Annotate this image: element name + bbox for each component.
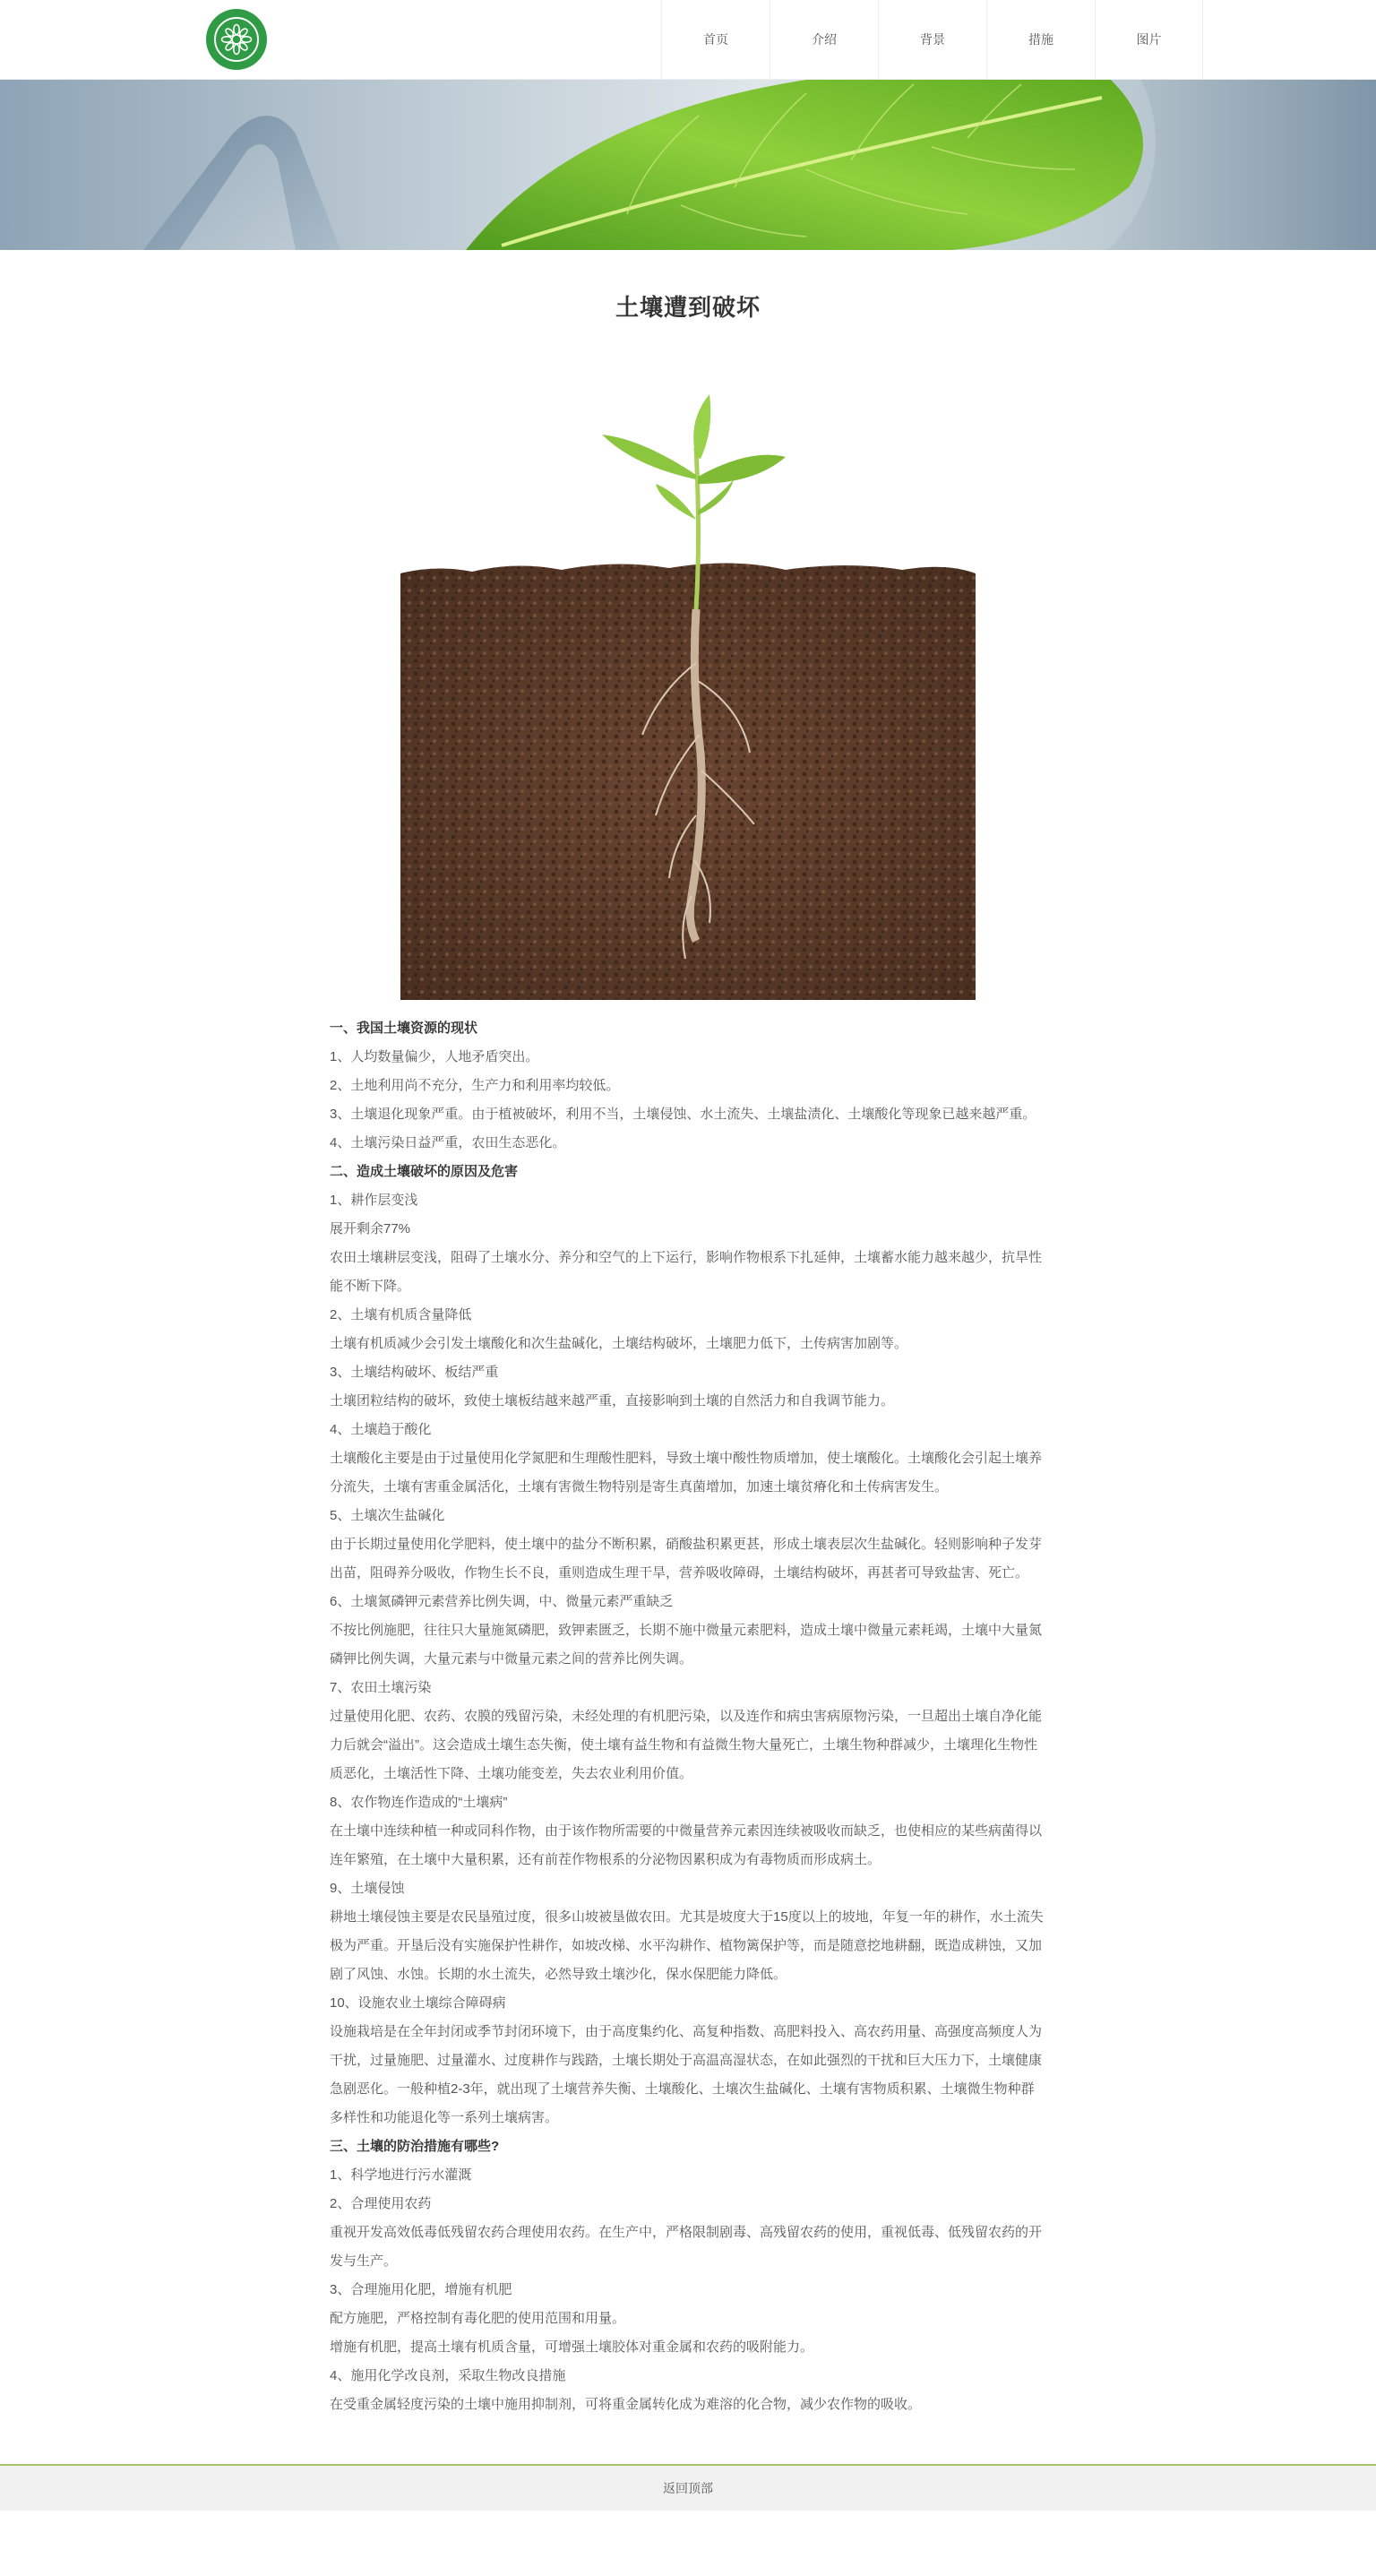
article-paragraph: 10、设施农业土壤综合障碍病	[330, 1995, 506, 2011]
section-heading: 三、土壤的防治措施有哪些?	[330, 2139, 500, 2154]
article-paragraph: 9、土壤侵蚀	[330, 1881, 405, 1896]
article-paragraph: 展开剩余77%	[330, 1221, 411, 1236]
article-paragraph: 7、农田土壤污染	[330, 1680, 432, 1695]
article-paragraph: 重视开发高效低毒低残留农药合理使用农药。在生产中，严格限制剧毒、高残留农药的使用，重视低毒、低残留农药的开发与生产。	[330, 2225, 1043, 2269]
seedling-soil-image	[400, 394, 976, 1000]
article-paragraph: 不按比例施肥，往往只大量施氮磷肥，致钾素匮乏，长期不施中微量元素肥料，造成土壤中微量元素耗竭，土壤中大量氮磷钾比例失调，大量元素与中微量元素之间的营养比例失调。	[330, 1623, 1043, 1667]
page-title: 土壤遭到破坏	[615, 294, 761, 321]
article-paragraph: 1、科学地进行污水灌溉	[330, 2167, 472, 2183]
article-paragraph: 土壤有机质减少会引发土壤酸化和次生盐碱化，土壤结构破坏，土壤肥力低下，土传病害加剧等。	[330, 1336, 908, 1351]
article-paragraph: 5、土壤次生盐碱化	[330, 1508, 445, 1523]
article-paragraph: 3、土壤退化现象严重。由于植被破坏，利用不当，土壤侵蚀、水土流失、土壤盐渍化、土壤酸化等现象已越来越严重。	[330, 1107, 1036, 1122]
article-paragraph: 2、土壤有机质含量降低	[330, 1307, 472, 1322]
section-heading: 二、造成土壤破坏的原因及危害	[330, 1164, 519, 1179]
nav-item-pictures[interactable]: 图片	[1095, 0, 1203, 79]
section-heading: 一、我国土壤资源的现状	[330, 1021, 478, 1036]
article-paragraph: 土壤团粒结构的破坏，致使土壤板结越来越严重，直接影响到土壤的自然活力和自我调节能力。	[330, 1393, 895, 1409]
nav-item-intro[interactable]: 介绍	[770, 0, 878, 79]
article-paragraph: 4、土壤趋于酸化	[330, 1422, 432, 1437]
article-paragraph: 设施栽培是在全年封闭或季节封闭环境下，由于高度集约化、高复种指数、高肥料投入、高农药用量、高强度高频度人为干扰，过量施肥、过量灌水、过度耕作与践踏，土壤长期处于高温高湿状态，在如此强烈的干扰和巨大压力下，土壤健康急剧恶化。一般种植2-3年，就出现了土壤营养失衡、土壤酸化、土壤次生盐碱化、土壤有害物质积累、土壤微生物种群多样性和功能退化等一系列土壤病害。	[330, 2024, 1043, 2125]
article-paragraph: 增施有机肥，提高土壤有机质含量，可增强土壤胶体对重金属和农药的吸附能力。	[330, 2339, 814, 2355]
article-paragraph: 2、合理使用农药	[330, 2196, 432, 2211]
article-body	[330, 1014, 1046, 2419]
article-paragraph: 2、土地利用尚不充分，生产力和利用率均较低。	[330, 1078, 620, 1093]
article-paragraph: 耕地土壤侵蚀主要是农民垦殖过度，很多山坡被垦做农田。尤其是坡度大于15度以上的坡地，年复一年的耕作，水土流失极为严重。开垦后没有实施保护性耕作，如坡改梯、水平沟耕作、植物篱保护等，而是随意挖地耕翻，既造成耕蚀，又加剧了风蚀、水蚀。长期的水土流失，必然导致土壤沙化，保水保肥能力降低。	[330, 1909, 1044, 1982]
article-paragraph: 3、土壤结构破坏、板结严重	[330, 1365, 499, 1380]
article-paragraph: 4、施用化学改良剂，采取生物改良措施	[330, 2368, 566, 2383]
article-paragraph: 在土壤中连续种植一种或同科作物，由于该作物所需要的中微量营养元素因连续被吸收而缺乏，也使相应的某些病菌得以连年繁殖，在土壤中大量积累，还有前茬作物根系的分泌物因累积成为有毒物质而形成病土。	[330, 1823, 1043, 1867]
flower-logo-icon	[214, 17, 259, 62]
site-header	[0, 0, 1376, 80]
back-to-top-link[interactable]: 返回顶部	[663, 2481, 713, 2495]
article-paragraph: 配方施肥，严格控制有毒化肥的使用范围和用量。	[330, 2311, 626, 2326]
site-logo[interactable]	[206, 9, 267, 70]
main-nav	[661, 0, 1203, 79]
nav-item-background[interactable]: 背景	[878, 0, 986, 79]
article-paragraph: 1、人均数量偏少，人地矛盾突出。	[330, 1049, 539, 1064]
site-footer	[0, 2466, 1376, 2511]
article-paragraph: 8、农作物连作造成的“土壤病”	[330, 1795, 508, 1810]
leaf-banner-image	[0, 80, 1376, 250]
article-paragraph: 在受重金属轻度污染的土壤中施用抑制剂，可将重金属转化成为难溶的化合物，减少农作物的吸收。	[330, 2397, 922, 2412]
article-paragraph: 4、土壤污染日益严重，农田生态恶化。	[330, 1135, 566, 1150]
article-paragraph: 6、土壤氮磷钾元素营养比例失调，中、微量元素严重缺乏	[330, 1594, 674, 1609]
article-paragraph: 1、耕作层变浅	[330, 1193, 418, 1208]
article-paragraph: 农田土壤耕层变浅，阻碍了土壤水分、养分和空气的上下运行，影响作物根系下扎延伸，土壤蓄水能力越来越少，抗旱性能不断下降。	[330, 1250, 1043, 1294]
article-paragraph: 3、合理施用化肥，增施有机肥	[330, 2282, 512, 2297]
nav-item-measures[interactable]: 措施	[986, 0, 1095, 79]
article-paragraph: 土壤酸化主要是由于过量使用化学氮肥和生理酸性肥料，导致土壤中酸性物质增加，使土壤酸化。土壤酸化会引起土壤养分流失，土壤有害重金属活化，土壤有害微生物特别是寄生真菌增加，加速土壤贫瘠化和土传病害发生。	[330, 1451, 1043, 1495]
article-paragraph: 由于长期过量使用化学肥料，使土壤中的盐分不断积累，硝酸盐积累更甚，形成土壤表层次生盐碱化。轻则影响种子发芽出苗，阻碍养分吸收，作物生长不良，重则造成生理干旱，营养吸收障碍，土壤结构破坏，再甚者可导致盐害、死亡。	[330, 1537, 1043, 1581]
article-paragraph: 过量使用化肥、农药、农膜的残留污染，未经处理的有机肥污染，以及连作和病虫害病原物污染，一旦超出土壤自净化能力后就会“溢出”。这会造成土壤生态失衡，使土壤有益生物和有益微生物大量死亡，土壤生物种群减少，土壤理化生物性质恶化，土壤活性下降、土壤功能变差，失去农业利用价值。	[330, 1709, 1043, 1781]
nav-item-home[interactable]: 首页	[661, 0, 770, 79]
